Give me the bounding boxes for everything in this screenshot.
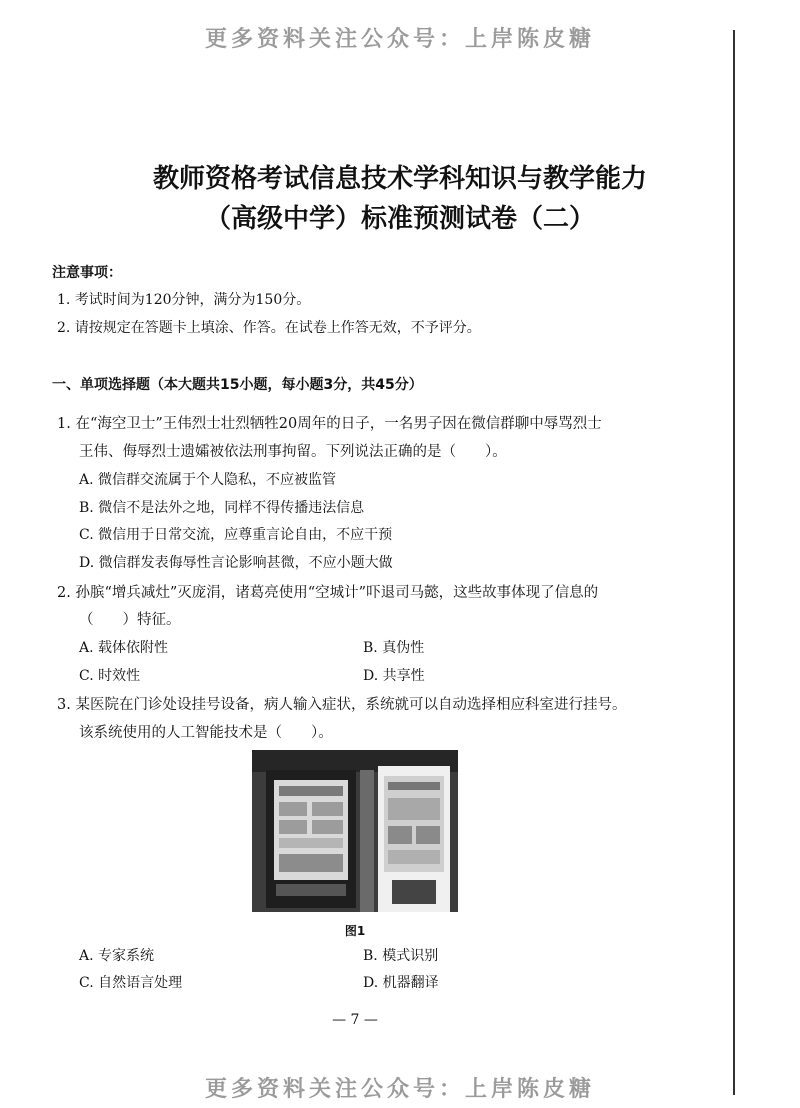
figure-1-photo: [252, 750, 458, 912]
exam-title-line2: （高级中学）标准预测试卷（二）: [204, 204, 595, 234]
section-heading: 一、单项选择题（本大题共15小题，每小题3分，共45分）: [52, 377, 423, 393]
question-2-option-a: A. 载体依附性: [79, 640, 169, 656]
question-3-stem-line1: 3. 某医院在门诊处设挂号设备，病人输入症状，系统就可以自动选择相应科室进行挂号。: [57, 697, 627, 713]
watermark-top: 更多资料关注公众号：上岸陈皮糖: [204, 27, 595, 52]
question-1-stem-line2: 王伟、侮辱烈士遗孀被依法刑事拘留。下列说法正确的是（ ）。: [79, 444, 507, 460]
question-2-option-b: B. 真伪性: [363, 640, 425, 656]
question-3-option-d: D. 机器翻译: [363, 975, 439, 991]
question-2-stem-line1: 2. 孙膑“增兵减灶”灭庞涓，诸葛亮使用“空城计”吓退司马懿，这些故事体现了信息的: [57, 585, 599, 601]
notice-item-2: 2. 请按规定在答题卡上填涂、作答。在试卷上作答无效，不予评分。: [57, 320, 481, 336]
question-2-option-c: C. 时效性: [79, 668, 141, 684]
question-2-stem-line2: （ ）特征。: [79, 612, 181, 628]
question-1-stem-line1: 1. 在“海空卫士”王伟烈士壮烈牺牲20周年的日子，一名男子因在微信群聊中辱骂烈士: [57, 416, 602, 432]
question-3-option-b: B. 模式识别: [363, 948, 439, 964]
exam-title-line1: 教师资格考试信息技术学科知识与教学能力: [152, 164, 647, 194]
watermark-bottom: 更多资料关注公众号：上岸陈皮糖: [204, 1077, 595, 1102]
question-1-option-a: A. 微信群交流属于个人隐私，不应被监管: [79, 472, 337, 488]
question-3-option-c: C. 自然语言处理: [79, 975, 183, 991]
question-1-option-b: B. 微信不是法外之地，同样不得传播违法信息: [79, 500, 365, 516]
question-1-option-c: C. 微信用于日常交流，应尊重言论自由，不应干预: [79, 527, 393, 543]
notice-item-1: 1. 考试时间为120分钟，满分为150分。: [57, 292, 311, 308]
question-3-option-a: A. 专家系统: [79, 948, 155, 964]
notice-heading: 注意事项：: [52, 265, 122, 281]
question-1-option-d: D. 微信群发表侮辱性言论影响甚微，不应小题大做: [79, 555, 393, 571]
figure-1-caption: 图1: [344, 924, 366, 938]
question-3-stem-line2: 该系统使用的人工智能技术是（ ）。: [79, 725, 333, 741]
page-number: — 7 —: [332, 1012, 378, 1028]
question-2-option-d: D. 共享性: [363, 668, 425, 684]
